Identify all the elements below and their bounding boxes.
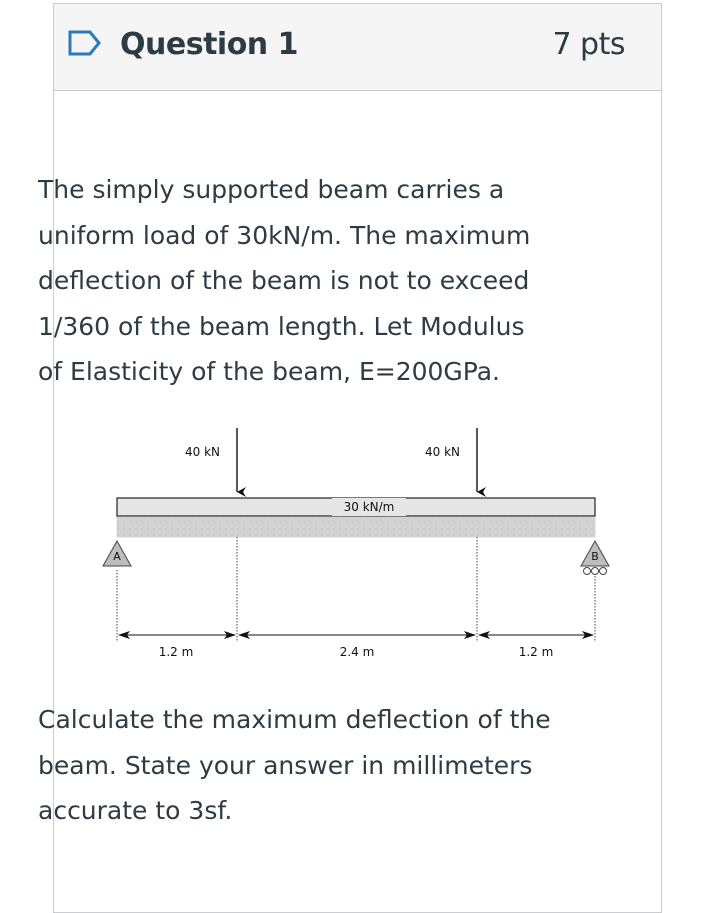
question-body (38, 167, 598, 395)
point-load-right-label: 40 kN (425, 445, 461, 459)
roller (600, 568, 607, 575)
question-prompt (38, 697, 598, 834)
question-prompt-line: accurate to 3sf. (38, 796, 233, 825)
distributed-load-label: 30 kN/m (343, 500, 395, 514)
question-points: 7 pts (552, 27, 625, 62)
beam-diagram (45, 420, 599, 670)
question-header (54, 4, 661, 91)
dimension-right-label: 1.2 m (518, 645, 554, 659)
question-body-line: deflection of the beam is not to exceed (38, 266, 530, 295)
question-prompt-line: beam. State your answer in millimeters (38, 750, 533, 780)
dimension-left-label: 1.2 m (158, 645, 194, 659)
flag-question-icon[interactable] (68, 30, 102, 56)
support-a-label: A (113, 550, 121, 563)
question-title: Question 1 (120, 27, 298, 62)
question-body-line: of Elasticity of the beam, E=200GPa. (38, 357, 500, 386)
question-body-line: The simply supported beam carries a (38, 175, 505, 204)
support-b-label: B (591, 550, 599, 563)
dimension-middle-label: 2.4 m (339, 645, 375, 659)
question-body-line: 1/360 of the beam length. Let Modulus (38, 311, 525, 341)
beam (117, 517, 595, 537)
roller (592, 568, 599, 575)
roller (584, 568, 591, 575)
point-load-left-label: 40 kN (185, 445, 221, 459)
question-body-line: uniform load of 30kN/m. The maximum (38, 220, 531, 250)
question-prompt-line: Calculate the maximum deflection of the (38, 705, 551, 734)
